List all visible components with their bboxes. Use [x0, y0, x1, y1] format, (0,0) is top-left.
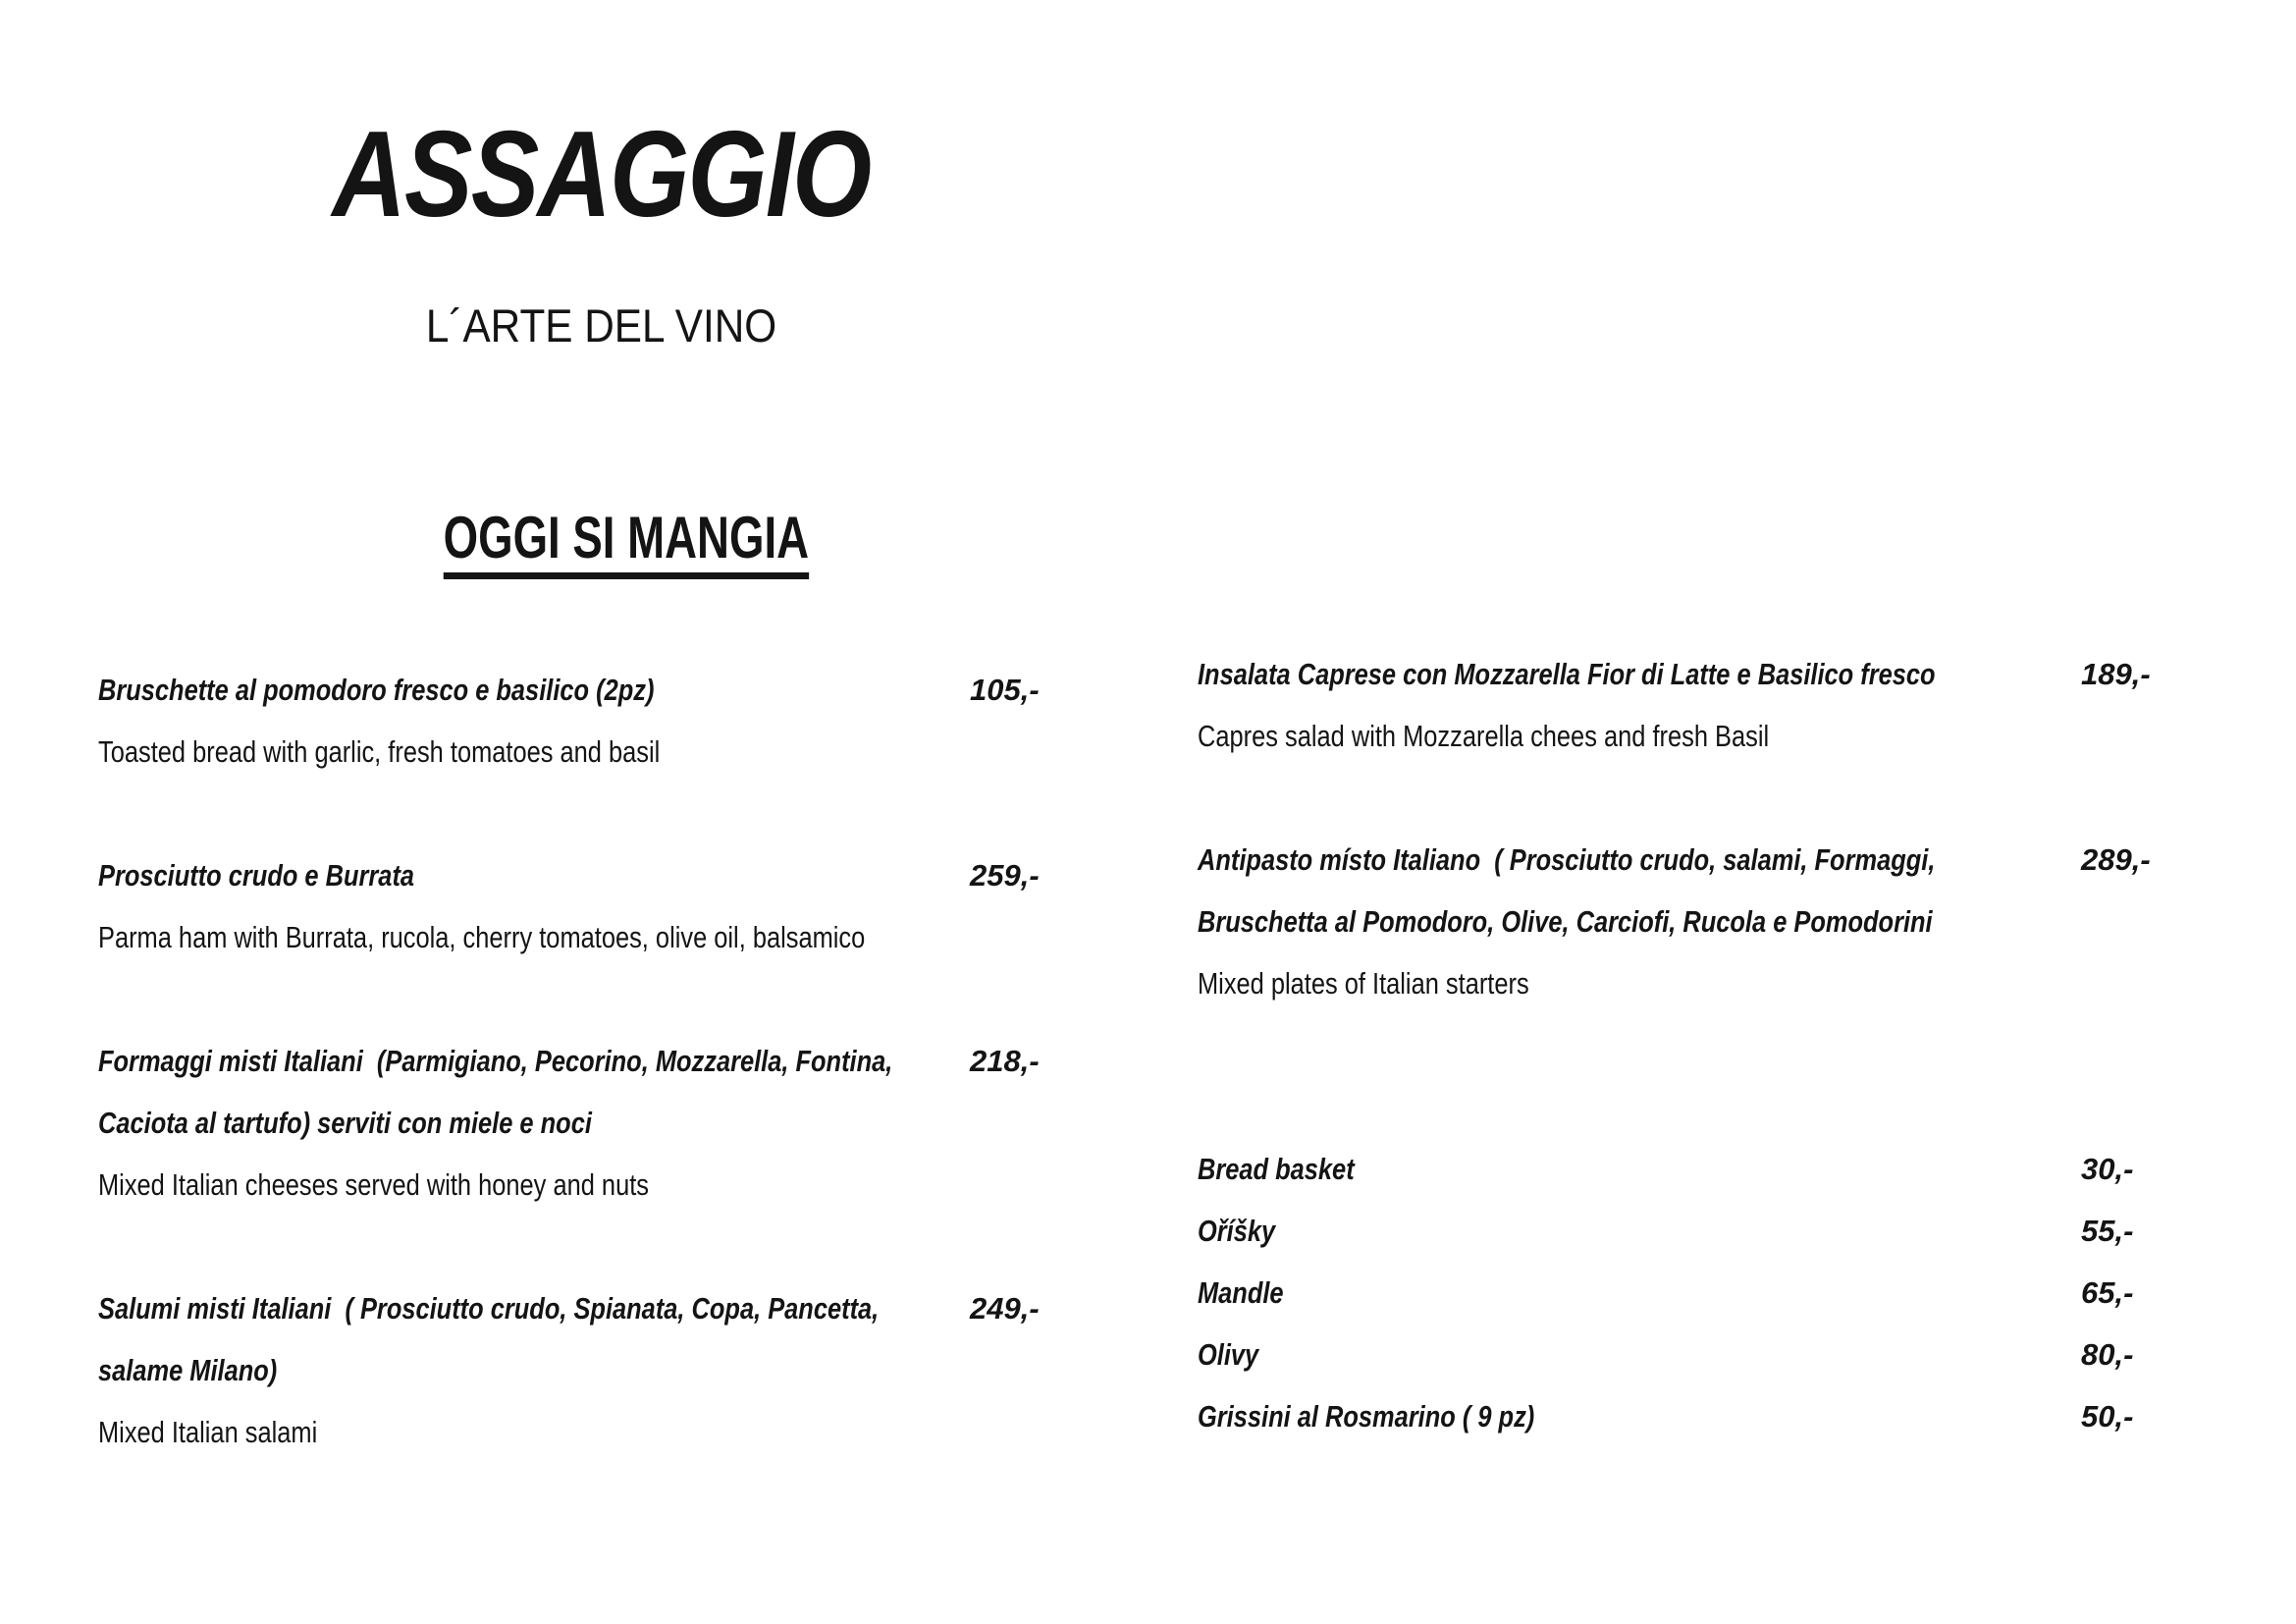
extra-item-bread-basket: [1198, 1138, 2189, 1200]
item-price: 80,-: [2081, 1337, 2134, 1372]
item-price: 259,-: [970, 858, 1040, 893]
section-heading-text: OGGI SI MANGIA: [444, 509, 809, 579]
item-price: 218,-: [970, 1044, 1040, 1078]
item-name: Bread basket: [1198, 1152, 1355, 1186]
extra-item-grissini: [1198, 1385, 2189, 1447]
item-description: Toasted bread with garlic, fresh tomatoes and basil: [98, 734, 661, 769]
section-heading: [144, 450, 1058, 638]
item-price: 105,-: [970, 673, 1040, 707]
item-price: 50,-: [2081, 1399, 2134, 1434]
extra-item-orisky: [1198, 1200, 2189, 1262]
item-name-line2: Caciota al tartufo) serviti con miele e noci: [98, 1106, 592, 1140]
item-name-line2: salame Milano): [98, 1353, 278, 1387]
item-price: 65,-: [2081, 1275, 2134, 1310]
extra-item-olivy: [1198, 1324, 2189, 1385]
left-column: [98, 643, 1090, 1463]
extra-item-mandle: [1198, 1262, 2189, 1324]
item-description: Parma ham with Burrata, rucola, cherry tomatoes, olive oil, balsamico: [98, 920, 866, 954]
restaurant-title: ASSAGGIO: [332, 107, 871, 243]
item-description: Mixed Italian salami: [98, 1415, 318, 1449]
item-description: Capres salad with Mozzarella chees and fresh Basil: [1198, 719, 1770, 753]
item-price: 189,-: [2081, 657, 2151, 691]
item-description: Mixed plates of Italian starters: [1198, 966, 1529, 1001]
item-name: Prosciutto crudo e Burrata: [98, 858, 415, 893]
menu-item-formaggi-misti: [98, 1030, 1090, 1216]
menu-item-insalata-caprese: [1198, 643, 2189, 767]
right-column: [1198, 643, 2189, 1447]
item-name: Antipasto místo Italiano ( Prosciutto crudo, salami, Formaggi,: [1198, 842, 1936, 877]
item-name: Insalata Caprese con Mozzarella Fior di Latte e Basilico fresco: [1198, 657, 1936, 691]
item-price: 249,-: [970, 1291, 1040, 1326]
menu-item-prosciutto-burrata: [98, 844, 1090, 968]
item-name: Bruschette al pomodoro fresco e basilico (2pz): [98, 673, 655, 707]
item-name: Mandle: [1198, 1275, 1284, 1310]
item-name: Formaggi misti Italiani (Parmigiano, Pecorino, Mozzarella, Fontina,: [98, 1044, 893, 1078]
item-name: Grissini al Rosmarino ( 9 pz): [1198, 1399, 1535, 1434]
menu-item-bruschette: [98, 659, 1090, 783]
menu-item-salumi-misti: [98, 1277, 1090, 1463]
item-name-line2: Bruschetta al Pomodoro, Olive, Carciofi, Rucola e Pomodorini: [1198, 904, 1933, 939]
menu-item-antipasto-misto: [1198, 829, 2189, 1014]
item-name: Olivy: [1198, 1337, 1259, 1372]
item-price: 289,-: [2081, 842, 2151, 877]
restaurant-subtitle: L´ARTE DEL VINO: [425, 299, 777, 352]
item-name: Salumi misti Italiani ( Prosciutto crudo, Spianata, Copa, Pancetta,: [98, 1291, 880, 1326]
item-name: Oříšky: [1198, 1214, 1276, 1248]
extras-list: [1198, 1138, 2189, 1447]
item-price: 55,-: [2081, 1214, 2134, 1248]
item-price: 30,-: [2081, 1152, 2134, 1186]
item-description: Mixed Italian cheeses served with honey and nuts: [98, 1167, 649, 1202]
